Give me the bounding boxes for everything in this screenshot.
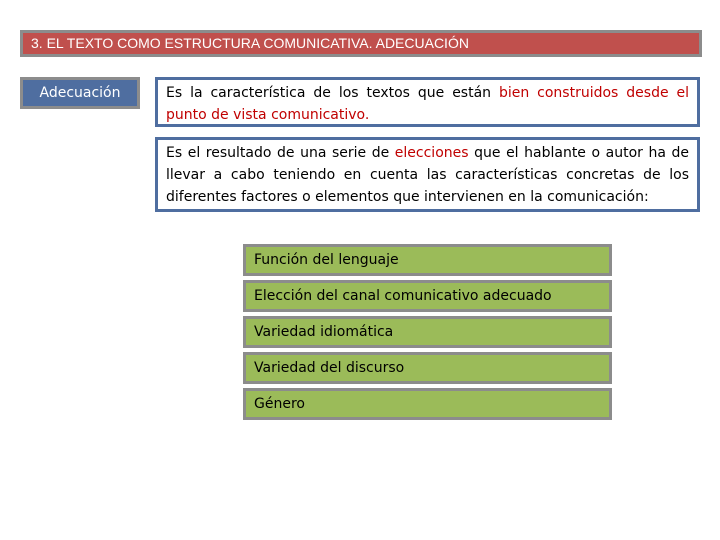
definition-2-highlight: elecciones [394,145,469,161]
definition-1-highlight: bien construidos desde el punto de vista comunicativo. [166,85,690,123]
definition-1-text: Es la característica de los textos que están [166,85,499,101]
slide-title: 3. EL TEXTO COMO ESTRUCTURA COMUNICATIVA. ADECUACIÓN [20,30,702,57]
definition-box-1 [155,77,700,127]
definition-box-2 [155,137,700,212]
factor-genre: Género [243,388,612,420]
factor-language-variety: Variedad idiomática [243,316,612,348]
factor-channel: Elección del canal comunicativo adecuado [243,280,612,312]
term-label: Adecuación [20,77,140,109]
definition-2-text-end: que el hablante o autor ha de llevar a cabo teniendo en cuenta las características concretas de los diferentes factores o elementos que intervienen en la comunicación: [166,145,689,205]
definition-2-text-start: Es el resultado de una serie de [166,145,395,161]
factor-function-language: Función del lenguaje [243,244,612,276]
factor-discourse-variety: Variedad del discurso [243,352,612,384]
